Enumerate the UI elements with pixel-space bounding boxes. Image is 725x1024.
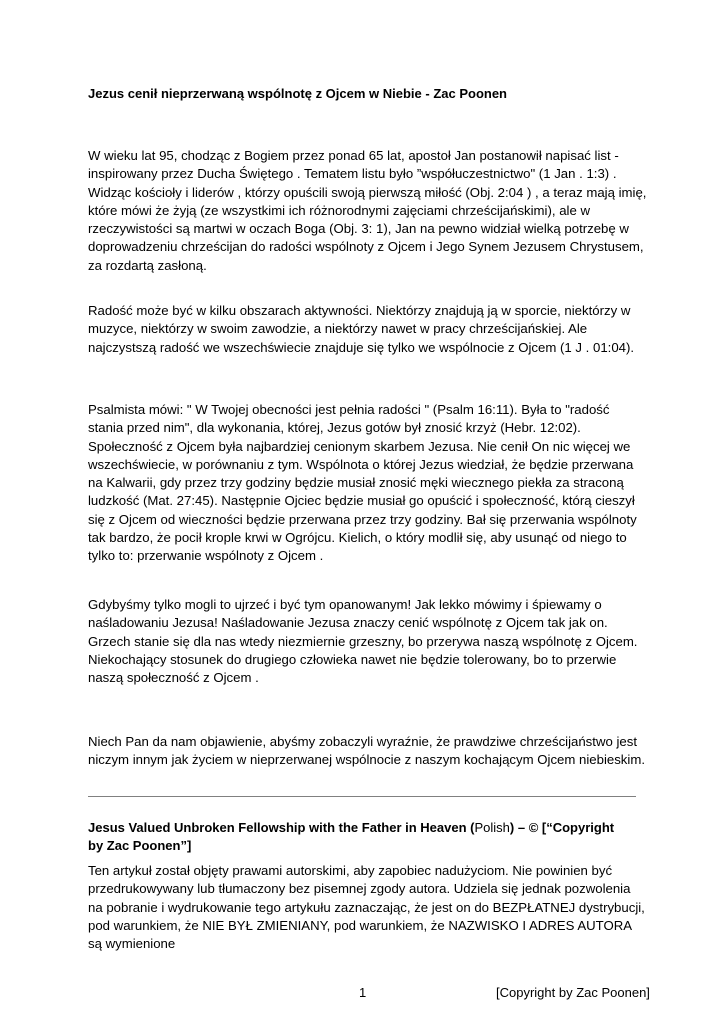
paragraph-3: Psalmista mówi: " W Twojej obecności jest pełnia radości " (Psalm 16:11). Była to "radość stania przed nim", dla wykonania, której, Jezus gotów był znosić krzyż (Hebr. 12:02). Społeczność z Ojcem była najbardziej cenionym skarbem Jezusa. Nie cenił On nic więcej we wszechświecie, w porównaniu z tym. Wspólnota o której Jezus wiedział, że będzie przerwana na Kalwarii, gdy przez trzy godziny będzie musiał znosić męki wiecznego piekła za straconą ludzkość (Mat. 27:45). Następnie Ojciec będzie musiał go opuścić i społeczność, którą cieszył się z Ojcem od wieczności będzie przerwana przez trzy godziny. Bał się przerwania wspólnoty tak bardzo, że pocił krople krwi w Ogrójcu. Kielich, o który modlił się, aby usunąć od niego to tylko to: przerwanie wspólnoty z Ojcem . [88, 402, 637, 564]
copyright-title [88, 819, 618, 855]
copyright-notice: Ten artykuł został objęty prawami autorskimi, aby zapobiec nadużyciom. Nie powinien być przedrukowywany lub tłumaczony bez pisemnej zgody autora. Udziela się jednak pozwolenia na pobranie i wydrukowanie tego artykułu zaznaczając, że jest on do BEZPŁATNEJ dystrybucji, pod warunkiem, że NIE BYŁ ZMIENIANY, pod warunkiem, że NAZWISKO I ADRES AUTORA są wymienione [88, 863, 645, 952]
footer-copyright: [Copyright by Zac Poonen] [496, 985, 650, 1000]
copyright-title-language: Polish [474, 820, 510, 835]
horizontal-divider [88, 796, 636, 797]
paragraph-2: Radość może być w kilku obszarach aktywności. Niektórzy znajdują ją w sporcie, niektórzy w muzyce, niektórzy w swoim zawodzie, a niektórzy nawet w pracy chrześcijańskiej. Ale najczystszą radość we wszechświecie znajduje się tylko we wspólnocie z Ojcem (1 J . 01:04). [88, 303, 635, 355]
paragraph-1: W wieku lat 95, chodząc z Bogiem przez ponad 65 lat, apostoł Jan postanowił napisać list - inspirowany przez Ducha Świętego . Tematem listu było ”współuczestnictwo" (1 Jan . 1:3) . Widząc kościoły i liderów , którzy opuścili swoją pierwszą miłość (Obj. 2:04 ) , a teraz mają imię, które mówi że żyją (ze wszystkimi ich różnorodnymi zajęciami chrześcijańskimi), ale w rzeczywistości są martwi w oczach Boga (Obj. 3: 1), Jan na pewno widział wielką potrzebę w doprowadzeniu chrześcijan do radości wspólnoty z Ojcem i Jego Synem Jezusem Chrystusem, za rozdartą zasłoną. [88, 148, 647, 273]
document-title: Jezus cenił nieprzerwaną wspólnotę z Ojcem w Niebie - Zac Poonen [88, 86, 507, 101]
copyright-title-part1: Jesus Valued Unbroken Fellowship with the Father in Heaven ( [88, 820, 475, 835]
paragraph-4: Gdybyśmy tylko mogli to ujrzeć i być tym opanowanym! Jak lekko mówimy i śpiewamy o naśladowaniu Jezusa! Naśladowanie Jezusa znaczy cenić wspólnotę z Ojcem tak jak on. Grzech stanie się dla nas wtedy niezmiernie grzeszny, bo przerywa naszą wspólnotę z Ojcem. Niekochający stosunek do drugiego człowieka nawet nie będzie tolerowany, bo to przerwie naszą społeczność z Ojcem . [88, 597, 638, 686]
copyright-title-part3: ) – © [“Copyright by Zac Poonen”] [88, 820, 615, 853]
paragraph-5: Niech Pan da nam objawienie, abyśmy zobaczyli wyraźnie, że prawdziwe chrześcijaństwo jest niczym innym jak życiem w nieprzerwanej wspólnocie z naszym kochającym Ojcem niebieskim. [88, 734, 645, 768]
page-number: 1 [359, 985, 367, 1000]
